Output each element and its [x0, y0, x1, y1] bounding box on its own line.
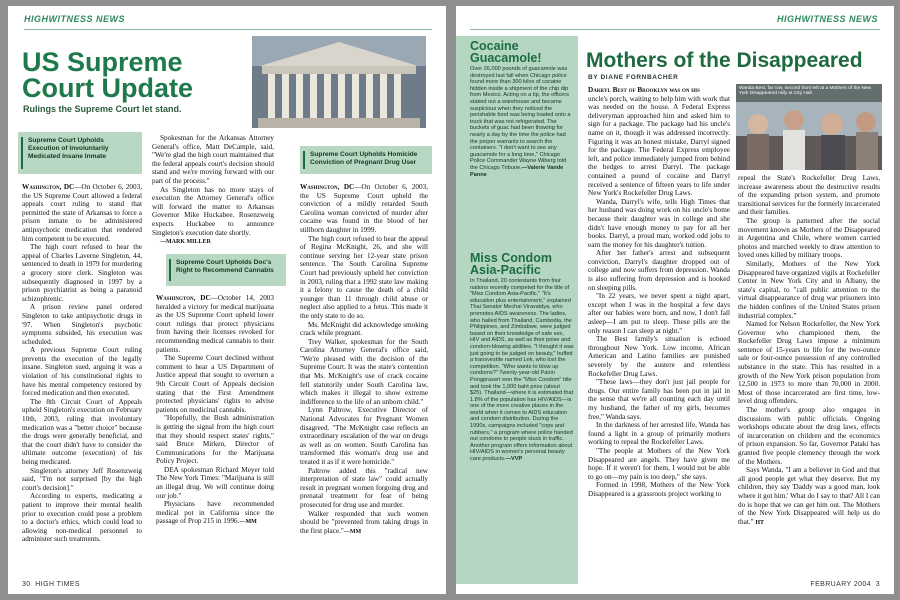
headline: Mothers of the Disappeared — [586, 49, 863, 72]
right-page — [456, 6, 894, 594]
left-page — [8, 6, 446, 594]
sidebar1-title: Cocaine Guacamole! — [470, 39, 542, 65]
kicker-execution: Supreme Court Upholds Execution of Involuntarily Medicated Insane Inmate — [18, 132, 142, 174]
supreme-court-photo — [252, 36, 426, 128]
sidebar2-title: Miss Condom Asia-Pacific — [470, 251, 552, 277]
story-execution-col2: Spokesman for the Arkansas Attorney General's office, Matt DeCample, said, "We're glad the high court maintained that the federal appeals court's decision should stand and we're moving forward with our part of the process." As Singleton has no more stays of execution the Attorney General's office will forward the matter to Arkansas Governor Mike Huckabee. Rosenzweig expects Huckabee to announce Singleton's execution date shortly. —MARK MILLER — [152, 134, 274, 246]
end-mark: HT — [755, 519, 764, 526]
title-line-1: US Supreme — [22, 47, 183, 77]
story-homicide: Washington, DC—On October 6, 2003, the US Supreme Court upheld the conviction of a mildly retarded South Carolina woman convicted of murder after cocaine was found in the blood of her stillborn daughter in 1999. The high court refused to hear the appeal of Regina McKnight, 26, and she will continue serving her 12-year state prison sentence. The South Carolina Supreme Court had previously upheld her conviction in 2003, ruling that a 1992 state law making it a felony to cause the death of a child younger than 11 through child abuse or neglect also applied to a fetus. This made it the only state to do so. Ms. McKnight did acknowledge smoking crack while pregnant. Trey Walker, spokesman for the South Carolina Attorney General's office said, "We're pleased with the decision of the Supreme Court. It was the state's contention that Ms. McKnight's use of crack cocaine fell statutorily under South Carolina law, which makes it illegal to show extreme indifference to the life of an unborn child." Lynn Paltrow, Executive Director of National Advocates for Pregnant Women disagreed. "The McKnight case reflects an extraordinary escalation of the war on drugs as well as on women. South Carolina has transformed this woman's drug use and treated it as if it were homicide." Paltrow added this "radical new interpretation of state law" could actually result in pregnant women forgoing drug and prenatal treatment for fear of being prosecuted for drug use and murder. Walker responded that such women should be "prevented from taking drugs in the first place."—MM — [300, 183, 428, 535]
subtitle: Rulings the Supreme Court let stand. — [23, 104, 182, 114]
byline: BY DIANE FORNBACHER — [588, 74, 679, 81]
folio-right: FEBRUARY 2004 3 — [810, 581, 880, 588]
story-execution-col1: Washington, DC—On October 6, 2003, the US Supreme Court allowed a federal appeals court ruling to stand that permitted the state of Arkansas to force a prison inmate to be administered antipsychotic medication that rendered him competent to be executed. The high court refused to hear the appeal of Charles Laverne Singleton, 44, sentenced to death in 1979 for murdering a grocery store clerk. Singleton was subsequently diagnosed in 1997 by a prison psychiatrist as being a paranoid schizophrenic. A prison review panel ordered Singleton to take antipsychotic drugs in '97. When Singleton's psychotic symptoms subsided, his execution was scheduled. A previous Supreme Court ruling prevents the execution of the legally insane. Singleton sued, arguing it was a violation of his constitutional rights to have his mental competency restored by forced medication and then executed. The 8th Circuit Court of Appeals upheld Singleton's execution on February 10th, 2003, ruling that involuntary medication was a "better choice" because the drugs were generally beneficial, and that the court didn't have to consider the ultimate outcome (execution) of his being medicated. Singleton's attorney Jeff Rosenzweig said, "I'm not surprised [by the high court's decision]." According to experts, medicating a patient to improve their mental health prior to execution could pose a problem to a doctor's ethics, which could lead to allowing non-medical personnel to administer such treatments. — [22, 183, 142, 544]
mothers-photo — [736, 84, 882, 170]
header-rule — [470, 29, 880, 30]
article-col2: repeal the State's Rockefeller Drug Laws, increase awareness about the destructive results of the expanding prison system, and promote transitional services for the formerly incarcerated and their families. The group is patterned after the social movement known as Mothers of the Disappeared in Argentina and Chile, where women carried photos and marched weekly to draw attention to loved ones killed by military troops. Similarly, Mothers of the New York Disappeared have organized vigils at Rockefeller Center in New York City and in Albany, the state's capital, to "call public attention to the virtual disappearance of drug war prisoners into the hidden confines of the United States prison industrial complex." Named for Nelson Rockefeller, the New York Governor who championed them, the Rockefeller Drug Laws impose a minimum sentence of 15-years to life for the two-ounce sale or four-ounce possession of any controlled substance in the state. This has resulted in a growth of the New York prison population from 12,500 in 1973 to more than 70,000 in 2000. Most of those incarcerated are first time, low-level drug offenders. The mother's group also engages in discussions with public officials. Ongoing workshops educate about the drug laws, effects of incarceration on children and the economics of prison expansion. So far, Governor Pataki has granted five people clemency through the work of the Mothers. Says Wanda, "I am a believer in God and that all good people get what they deserve. But my children, they say 'Daddy was a good man, look where it got him.' What do I say to that? All I can do is hope that we can get him out. The Mothers of the New York Disappeared will help us do that." HT — [738, 174, 880, 526]
photo-caption: Wanda Best, far row, second from left at a Mothers of the New York Disappeared rally at City Hall. — [739, 86, 872, 97]
kicker-homicide: Supreme Court Upholds Homicide Conviction of Pregnant Drug User — [300, 146, 432, 174]
sidebar2-body: In Thailand, 20 contestants from four nations recently competed for the title of "Miss Condom Asia-Pacific." "It's education plus entertainment," explained Thai Senator Mechai Viravaidya, who promotes AIDS awareness. The ladies, who hailed from Thailand, Cambodia, the Philippines, and Zimbabwe, were judged based on their knowledge of safe sex, HIV and AIDS, as well as their poise and condom-blowing abilities. "I thought it was just going to be judged on beauty," huffed a transvestite named Lek, who lost the competition. "Who wants to blow up condoms?" Twenty-year-old Pairin Pongprasert won the "Miss Condom" title and took the 1,000 baht prize (about $25). Thailand—where it is estimated that 1.8% of the population has HIV/AIDS—is one of the more creative places in the world when it comes to AIDS education and condom distribution. During the 1990s, campaigns included "cops and rubbers," a program where police handed out condoms to people stuck in traffic. Another program offers information about HIV/AIDS in women's personal beauty care products.—VVP — [470, 278, 574, 463]
title-line-2: Court Update — [22, 73, 193, 103]
folio-left: 30 HIGH TIMES — [22, 581, 81, 588]
story-cannabis: Washington, DC—October 14, 2003 heralded a victory for medical marijuana as the US Supreme Court upheld lower court rulings that protect physicians from having their licenses revoked for recommending medical cannabis to their patients. The Supreme Court declined without comment to hear a US Department of Justice appeal that sought to overturn a 9th Circuit Court of Appeals decision stating that the First Amendment protected physicians' rights to advise patients on medicinal cannabis. "Hopefully, the Bush administration is getting the signal from the high court that they should respect states' rights," said Bruce Mirken, Director of Communications for the Marijuana Policy Project. DEA spokesman Richard Meyer told The New York Times: "Marijuana is still an illegal drug. We will continue doing our job." Physicians have recommended medical pot in California since the passage of Prop 215 in 1996.—MM — [156, 294, 274, 526]
kicker-cannabis: Supreme Court Upholds Doc's Right to Recommend Cannabis — [166, 254, 286, 286]
article-col1: Darryl Best of Brooklyn was on his uncle's porch, waiting to help him with work that was needed on the house. A Federal Express deliveryman approached him and asked him to sign for a package. The package had his uncle's name on it, though it was addressed incorrectly. Figuring it was an honest mistake, Darryl signed for the package. The Federal Express employee left, and police immediately jumped from behind the hedges to arrest Darryl. The package contained a pound of cocaine and Darryl received a sentence of fifteen years to life under New York's Rockefeller Drug Laws. Wanda, Darryl's wife, tells High Times that her husband was doing work on his uncle's home because their daughter was in college and she didn't have enough money to pay for all her books. Darryl, a proud man, worked odd jobs to earn the money for his daughter's tuition. After her father's arrest and subsequent conviction, Darryl's daughter dropped out of college and now suffers from depression. Wanda is also suffering from depression and is hooked on sleeping pills. "In 22 years, we never spent a night apart, except when I was in the hospital a few days after our babies were born, and now, I don't fall asleep—I am put to sleep. These pills are the only reason I can sleep at night." The Best family's situation is echoed throughout New York. Low income, African American and Latino families are punished severely by the austere and relentless Rockefeller Drug Laws. "These laws—they don't just jail people for drugs. Our entire family has been put in jail in the sense that we're all counting each day until my husband, the father of my girls, becomes free," Wanda says. In the darkness of her arrested life, Wanda has found a light in a group of primarily mothers working to repeal the Rockefeller Laws. "The people at Mothers of the New York Disappeared are angels. They have given me hope. If it weren't for them, I would not be able to go on—my pain is too deep," she says. Formed in 1998, Mothers of the New York Disappeared is a grassroots project working to — [588, 86, 730, 498]
header-rule — [24, 29, 432, 30]
running-head-left: HIGHWITNESS NEWS — [24, 14, 126, 24]
sidebar1-body: Over 26,000 pounds of guacamole was destroyed last fall when Chicago police found more than 300 kilos of cocaine hidden inside a shipment of the chip dip from Mexico. Acting on a tip, the officers staked out a warehouse and became suspicious when they noticed the perishable food was being loaded onto a truck that was not refrigerated. The buckets of guac had been thawing for nearly a day by the time the police had the proper warrants to search the containers. "I don't want to see any guacamole for a long time," Chicago Police Commander Wayne Wiberg told the Chicago Tribune.—Valerie Vande Panne — [470, 66, 571, 178]
running-head-right: HIGHWITNESS NEWS — [776, 14, 878, 24]
